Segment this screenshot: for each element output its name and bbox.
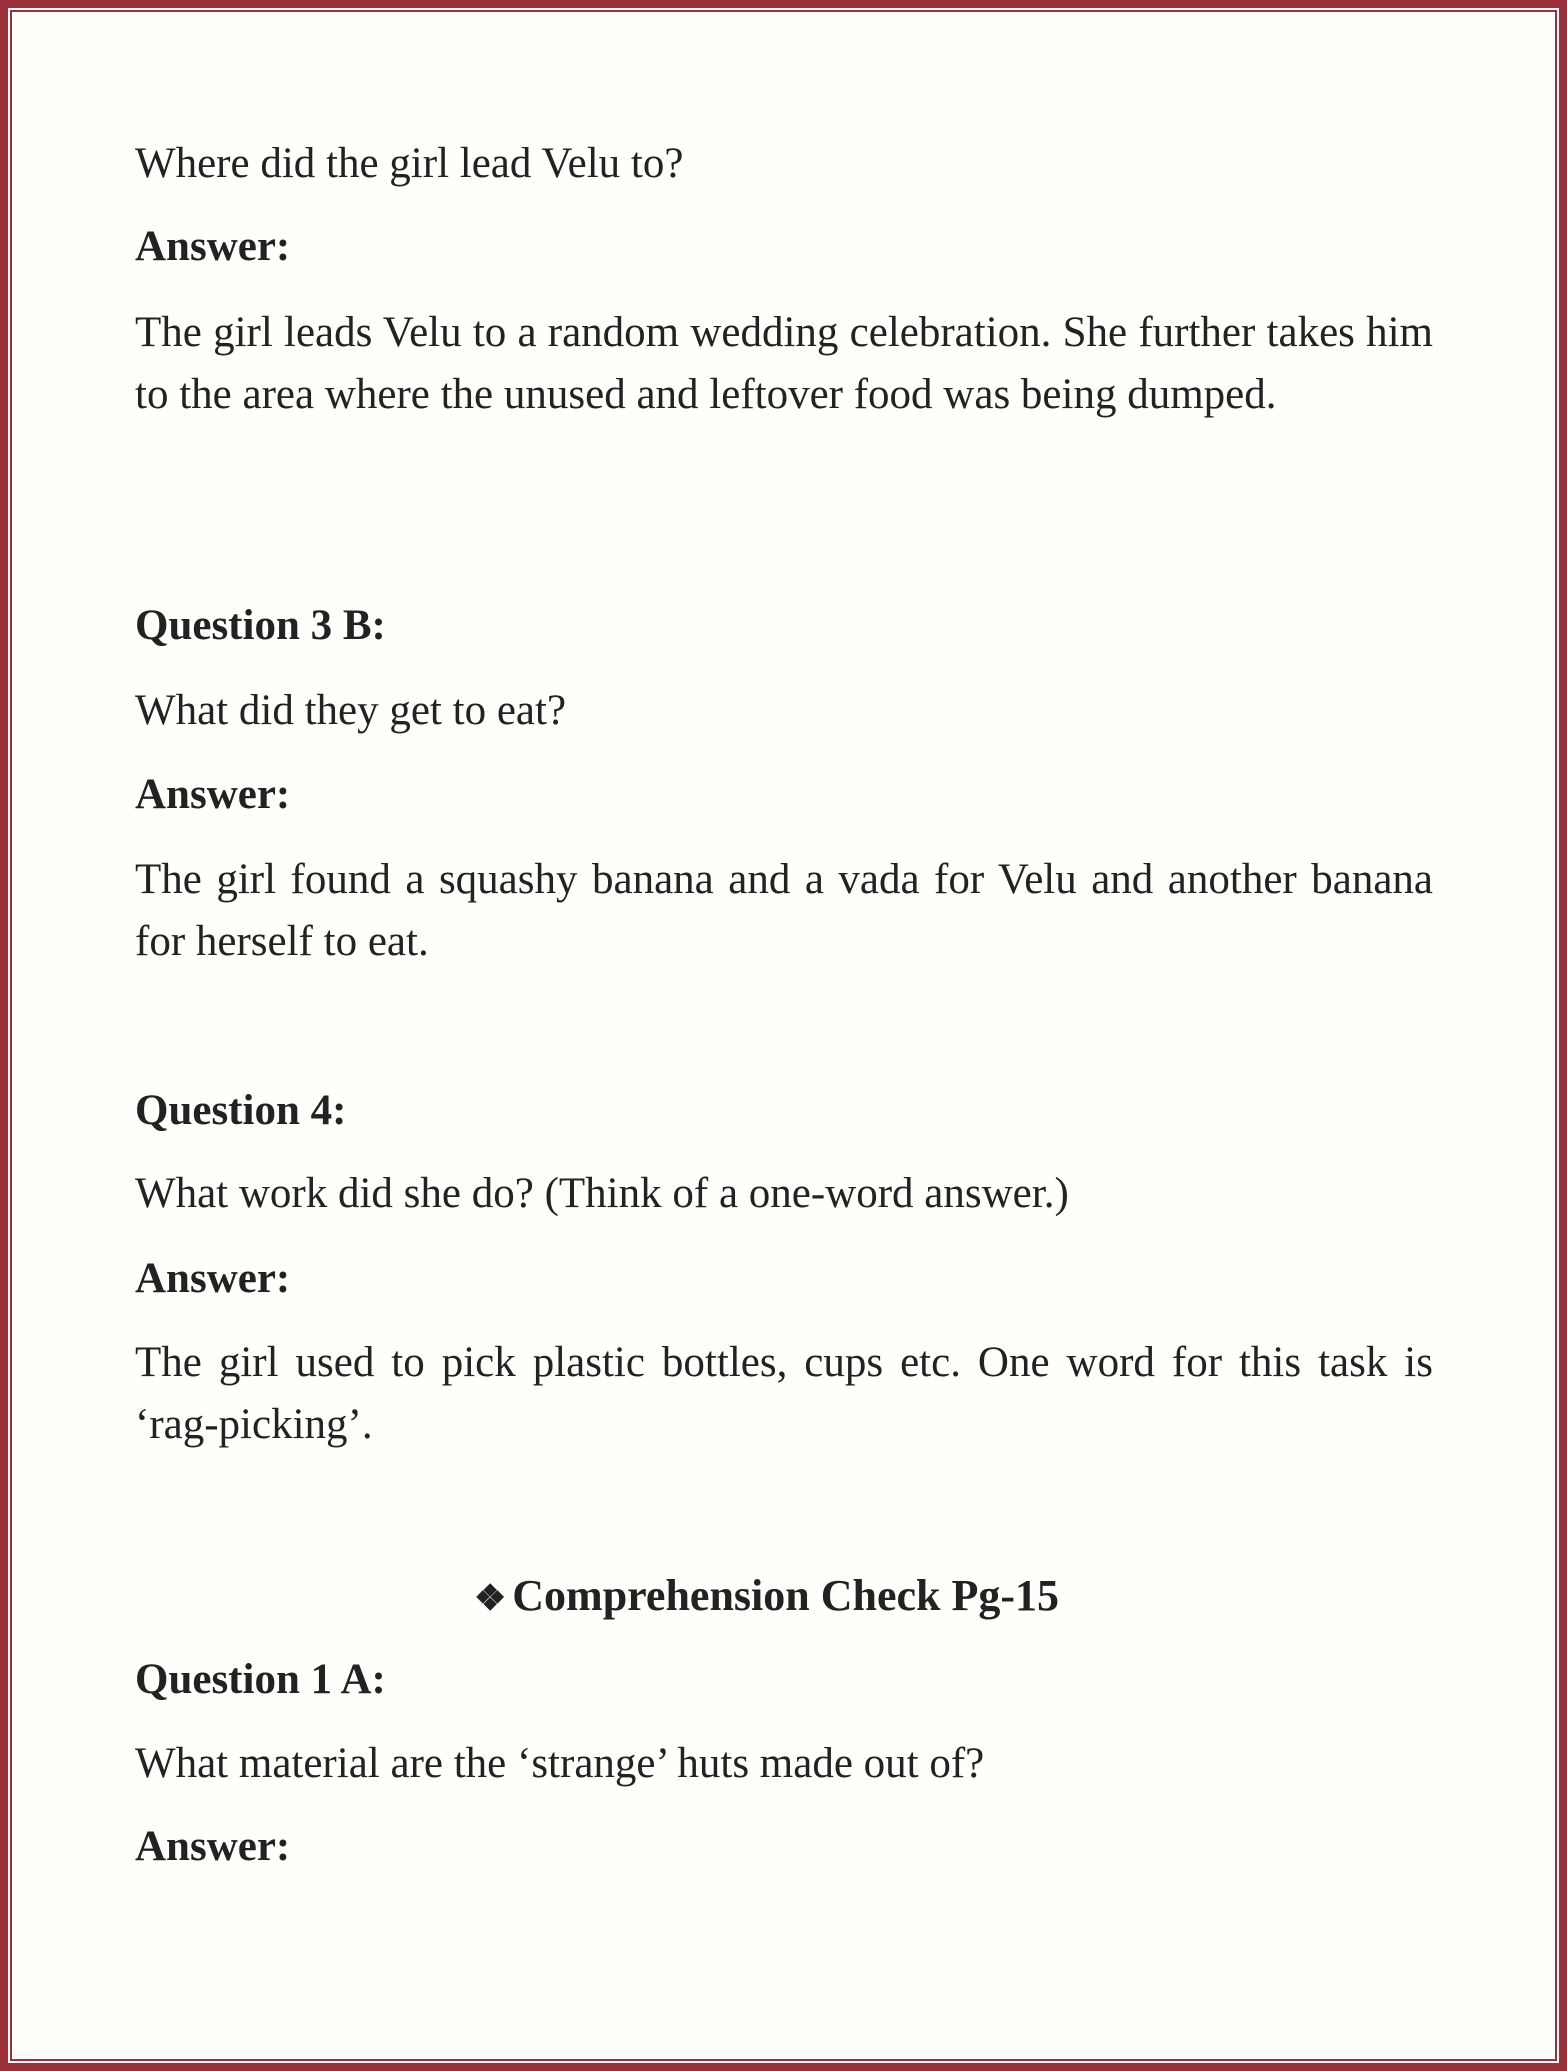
answer-label: Answer: — [135, 1255, 291, 1302]
answer-label: Answer: — [135, 771, 291, 818]
question-heading: Question 1 A: — [135, 1656, 386, 1703]
answer-text: The girl found a squashy banana and a vada for Velu and another banana for herself to eat. — [135, 856, 1433, 965]
section-title: Comprehension Check Pg-15 — [512, 1571, 1060, 1620]
question-text: What work did she do? (Think of a one-word answer.) — [135, 1170, 1069, 1217]
question-heading: Question 4: — [135, 1087, 347, 1134]
answer-label: Answer: — [135, 1823, 291, 1870]
section-heading — [474, 1565, 1059, 1629]
question-heading: Question 3 B: — [135, 602, 386, 649]
question-text: Where did the girl lead Velu to? — [135, 140, 684, 187]
question-text: What did they get to eat? — [135, 687, 567, 734]
diamond-ornament-icon: ❖ — [474, 1578, 507, 1618]
answer-text: The girl used to pick plastic bottles, cups etc. One word for this task is ‘rag-picking’. — [135, 1339, 1433, 1448]
question-text: What material are the ‘strange’ huts made out of? — [135, 1740, 985, 1787]
answer-label: Answer: — [135, 223, 291, 270]
answer-text: The girl leads Velu to a random wedding celebration. She further takes him to the area where the unused and leftover food was being dumped. — [135, 309, 1433, 418]
